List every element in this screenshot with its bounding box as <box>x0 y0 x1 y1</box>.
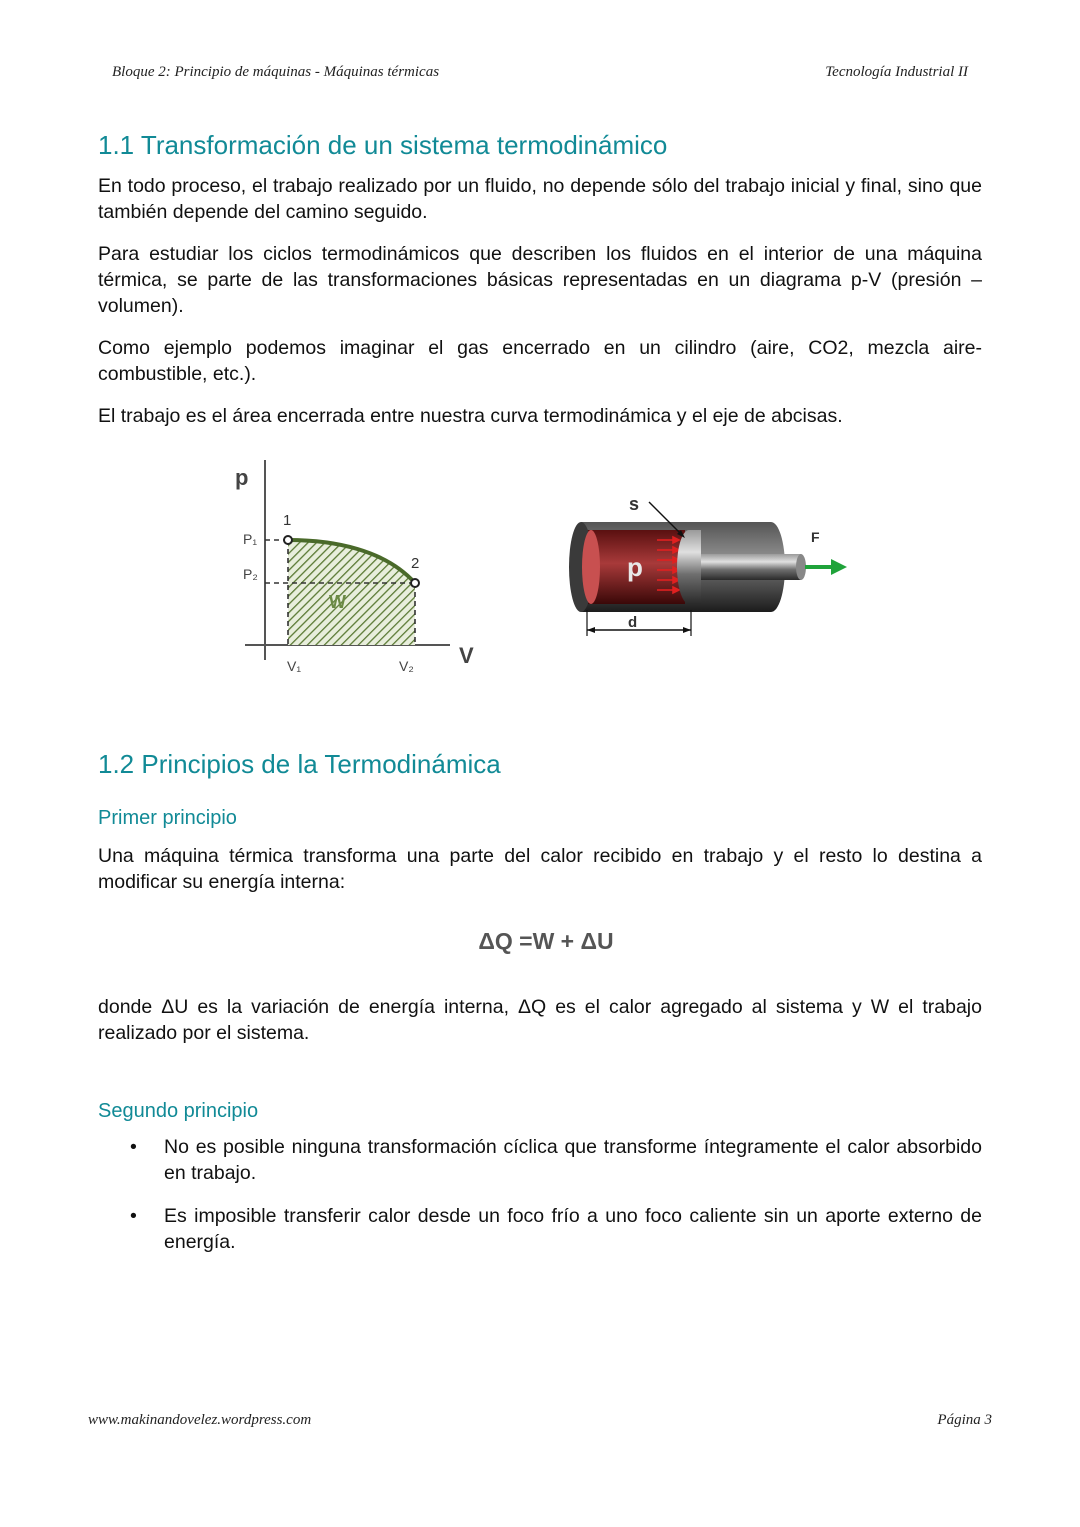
d-label: d <box>628 614 638 631</box>
work-area <box>288 540 415 645</box>
p2-label: P₂ <box>243 566 258 582</box>
subsection-segundo-principio: Segundo principio <box>98 1100 259 1122</box>
point-1-label: 1 <box>283 512 292 529</box>
d-dimension-right-arrow <box>683 627 691 633</box>
f-label: F <box>811 529 820 545</box>
first-law-formula: ΔQ =W + ΔU <box>478 928 614 954</box>
bullet-icon: • <box>130 1136 137 1158</box>
v-axis-label: V <box>459 643 474 668</box>
force-arrow <box>805 559 847 575</box>
list-item-text: No es posible ninguna transformación cíclica que transforme íntegramente el calor absorbido en trabajo. <box>164 1136 982 1184</box>
header-left: Bloque 2: Principio de máquinas - Máquinas térmicas <box>112 64 440 80</box>
v1-label: V₁ <box>287 658 302 674</box>
d-dimension-left-arrow <box>587 627 595 633</box>
primer-principio-text: Una máquina térmica transforma una parte del calor recibido en trabajo y el resto lo destina a modificar su energía interna: <box>98 845 982 893</box>
subsection-primer-principio: Primer principio <box>98 807 237 829</box>
paragraph-2: Para estudiar los ciclos termodinámicos que describen los fluidos en el interior de una máquina térmica, se parte de las transformaciones básicas representadas en un diagrama p-V (presión – volumen). <box>98 243 982 317</box>
list-item <box>130 1134 982 1186</box>
pv-diagram <box>225 455 495 685</box>
v2-label: V₂ <box>399 658 414 674</box>
point-2-marker <box>411 579 419 587</box>
chamber-left-face <box>582 530 600 604</box>
point-1-marker <box>284 536 292 544</box>
work-label: W <box>329 592 346 612</box>
segundo-principio-list <box>130 1134 982 1272</box>
p-label: p <box>627 552 643 582</box>
header-right: Tecnología Industrial II <box>825 64 968 80</box>
paragraph-4: El trabajo es el área encerrada entre nuestra curva termodinámica y el eje de abcisas. <box>98 405 843 427</box>
list-item <box>130 1203 982 1255</box>
bullet-icon: • <box>130 1205 137 1227</box>
footer-url: www.makinandovelez.wordpress.com <box>88 1412 312 1428</box>
point-2-label: 2 <box>411 555 420 572</box>
paragraph-3: Como ejemplo podemos imaginar el gas encerrado en un cilindro (aire, CO2, mezcla aire-combustible, etc.). <box>98 337 982 385</box>
piston-rod <box>701 554 801 580</box>
p1-label: P₁ <box>243 531 258 547</box>
piston-rod-end <box>796 554 806 580</box>
s-label: s <box>629 494 640 514</box>
section-title-transformacion: 1.1 Transformación de un sistema termodinámico <box>98 130 668 160</box>
piston-head-side <box>689 530 701 604</box>
formula-explanation: donde ΔU es la variación de energía interna, ΔQ es el calor agregado al sistema y W el trabajo realizado por el sistema. <box>98 996 982 1044</box>
piston-diagram <box>565 490 855 640</box>
paragraph-1: En todo proceso, el trabajo realizado por un fluido, no depende sólo del trabajo inicial y final, sino que también depende del camino seguido. <box>98 175 982 223</box>
list-item-text: Es imposible transferir calor desde un foco frío a uno foco caliente sin un aporte externo de energía. <box>164 1205 982 1253</box>
section-title-principios: 1.2 Principios de la Termodinámica <box>98 749 501 779</box>
p-axis-label: p <box>235 465 249 490</box>
footer-page-number: Página 3 <box>937 1412 992 1428</box>
